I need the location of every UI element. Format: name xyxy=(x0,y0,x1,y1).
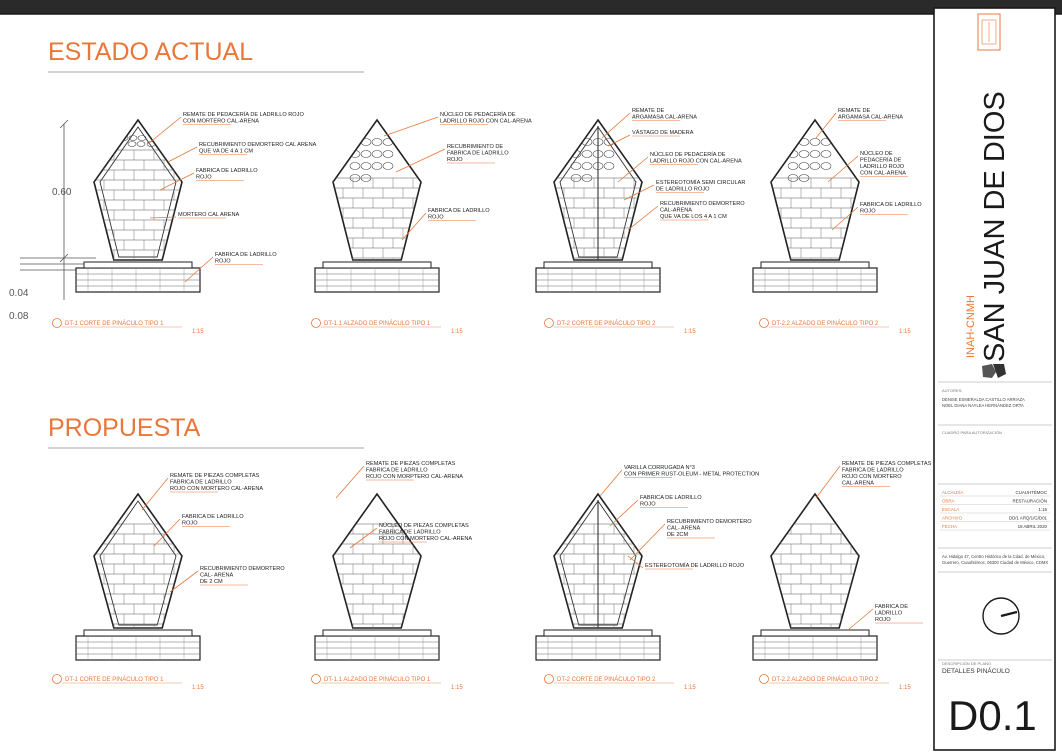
svg-text:RESTAURACIÓN: RESTAURACIÓN xyxy=(1012,498,1047,504)
annotation-text: FABRICA DE LADRILLO xyxy=(366,467,428,474)
drawing-scale: 1:15 xyxy=(192,685,204,691)
annotation-text: CON CAL-ARENA xyxy=(860,170,907,177)
annotation-text: ROJO xyxy=(447,157,463,163)
drawing-scale: 1:15 xyxy=(451,685,463,691)
drawing-scale: 1:15 xyxy=(684,329,696,335)
svg-text:CUAUHTÉMOC: CUAUHTÉMOC xyxy=(1015,490,1047,495)
annotation-text: ARGAMASA CAL-ARENA xyxy=(632,114,697,121)
annotation-text: MORTERO CAL ARENA xyxy=(178,212,240,218)
annotation-text: QUE VA DE LOS 4 A 1 CM xyxy=(660,214,727,220)
author-2: NOEL DIANA NAYLEA HERNÁNDEZ ORTA xyxy=(942,403,1024,408)
svg-text:DT-2.2 ALZADO DE PINÁCULO TIPO: DT-2.2 ALZADO DE PINÁCULO TIPO 2 xyxy=(772,677,879,683)
address-line-2: Guerrero, Cuauhtémoc, 06300 Ciudad de México, CDMX xyxy=(942,560,1049,565)
annotation-text: NÚCLEO DE PEDACERÍA DE xyxy=(650,152,726,158)
annotation-text: ROJO xyxy=(428,214,444,221)
annotation-text: ROJO xyxy=(860,208,876,215)
annotation-text: ROJO xyxy=(640,501,656,508)
annotation-text: REMATE DE PEDACERÍA DE LADRILLO ROJO xyxy=(183,112,304,118)
annotation-text: ROJO xyxy=(196,174,212,181)
dimension-004: 0.04 xyxy=(9,288,29,299)
authorization-label: CUADRO PARA AUTORIZACIÓN xyxy=(942,430,1002,435)
annotation-text: FABRICA DE LADRILLO xyxy=(842,467,904,474)
annotation-text: VARILLA CORRUGADA N°3 xyxy=(624,465,695,471)
authors-label: AUTORES: xyxy=(942,388,963,393)
annotation-text: FABRICA DE LADRILLO xyxy=(860,202,922,208)
annotation-text: RECUBRIMIENTO DEMORTERO xyxy=(200,566,285,572)
annotation-text: NÚCLEO DE xyxy=(860,151,893,157)
annotation-text: CON PRIMER RUST-OLEUM - METAL PROTECTION xyxy=(624,471,760,478)
annotation-text: REMATE DE PIEZAS COMPLETAS xyxy=(366,461,456,467)
annotation-text: LADRILLO ROJO CON CAL-ARENA xyxy=(440,118,532,125)
annotation-text: LADRILLO xyxy=(875,610,903,617)
drawing-name: DETALLES PINÁCULO xyxy=(942,668,1010,675)
drawing-label: DESCRIPCIÓN DE PLANO xyxy=(942,661,992,666)
svg-text:DT-2 CORTE DE PINÁCULO TIPO 2: DT-2 CORTE DE PINÁCULO TIPO 2 xyxy=(557,321,656,327)
annotation-text: RECUBRIMIENTO DE xyxy=(447,144,504,150)
annotation-text: ROJO CON MORPTERO CAL-ARENA xyxy=(366,474,463,480)
annotation-text: CAL- ARENA xyxy=(200,572,234,579)
svg-text:ESCALA: ESCALA xyxy=(942,507,960,512)
annotation-text: CAL- ARENA xyxy=(667,525,701,532)
svg-text:DT-2 CORTE DE PINÁCULO TIPO 2: DT-2 CORTE DE PINÁCULO TIPO 2 xyxy=(557,677,656,683)
annotation-text: ESTEREOTOMÍA DE LADRILLO ROJO xyxy=(645,563,745,569)
annotation-text: REMATE DE xyxy=(632,108,665,114)
annotation-text: RECUBRIMIENTO DEMORTERO xyxy=(660,201,745,207)
annotation-text: FABRICA DE LADRILLO xyxy=(428,208,490,214)
svg-text:1:15: 1:15 xyxy=(1038,507,1047,512)
annotation-text: FABRICA DE LADRILLO xyxy=(379,529,441,536)
annotation-text: PEDACERÍA DE xyxy=(860,157,902,164)
annotation-text: LADRILLO ROJO xyxy=(860,164,905,170)
annotation-text: NÚCLEO DE PEDACERÍA DE xyxy=(440,112,516,118)
annotation-text: FABRICA DE LADRILLO xyxy=(182,514,244,520)
annotation-text: REMATE DE PIEZAS COMPLETAS xyxy=(170,473,260,479)
annotation-text: REMATE DE xyxy=(838,108,871,114)
annotation-text: CON MORTERO CAL-ARENA xyxy=(183,118,260,125)
annotation-text: ARGAMASA CAL-ARENA xyxy=(838,114,903,121)
annotation-text: DE LADRILLO ROJO xyxy=(656,186,710,193)
svg-text:DT-2.2 ALZADO DE PINÁCULO TIPO: DT-2.2 ALZADO DE PINÁCULO TIPO 2 xyxy=(772,321,879,327)
svg-text:DT-1.1 ALZADO DE PINÁCULO TIPO: DT-1.1 ALZADO DE PINÁCULO TIPO 1 xyxy=(324,677,431,683)
svg-text:18 ABRIL 2020: 18 ABRIL 2020 xyxy=(1017,524,1047,529)
svg-text:DD/1 ARQ/1/G/D01: DD/1 ARQ/1/G/D01 xyxy=(1008,515,1047,521)
annotation-text: FABRICA DE LADRILLO xyxy=(170,479,232,486)
annotation-text: FABRICA DE LADRILLO xyxy=(447,150,509,157)
annotation-text: RECUBRIMIENTO DEMORTERO CAL ARENA xyxy=(199,142,317,148)
svg-text:FECHA: FECHA xyxy=(942,524,957,529)
drawing-scale: 1:15 xyxy=(899,685,911,691)
drawing-scale: 1:15 xyxy=(451,329,463,335)
drawing-scale: 1:15 xyxy=(899,329,911,335)
annotation-text: ROJO CON MORTERO CAL-ARENA xyxy=(379,536,473,542)
annotation-text: CAL-ARENA xyxy=(842,480,875,487)
drawing-scale: 1:15 xyxy=(684,685,696,691)
svg-text:DT-1 CORTE DE PINÁCULO TIPO 1: DT-1 CORTE DE PINÁCULO TIPO 1 xyxy=(65,321,164,327)
dimension-060: 0.60 xyxy=(52,187,72,198)
annotation-text: LADRILLO ROJO CON CAL-ARENA xyxy=(650,158,742,165)
annotation-text: ROJO xyxy=(215,258,231,265)
svg-text:ARCHIVO: ARCHIVO xyxy=(942,515,963,521)
project-title: SAN JUAN DE DIOS xyxy=(979,91,1011,362)
annotation-text: ROJO xyxy=(875,617,891,623)
section-title-actual: ESTADO ACTUAL xyxy=(48,38,254,66)
annotation-text: ROJO CON MORTERO xyxy=(842,474,902,480)
sheet-number: D0.1 xyxy=(948,692,1037,739)
svg-text:DT-1.1 ALZADO DE PINÁCULO TIPO: DT-1.1 ALZADO DE PINÁCULO TIPO 1 xyxy=(324,321,431,327)
annotation-text: DE 2CM xyxy=(667,532,689,538)
annotation-text: FABRICA DE xyxy=(875,604,908,610)
annotation-text: FABRICA DE LADRILLO xyxy=(196,168,258,174)
section-title-propuesta: PROPUESTA xyxy=(48,414,201,442)
annotation-text: ROJO CON MORTERO CAL-ARENA xyxy=(170,486,264,492)
annotation-text: NÚCLEO DE PIEZAS COMPLETAS xyxy=(379,523,469,529)
svg-text:OBRA: OBRA xyxy=(942,498,955,504)
annotation-text: ROJO xyxy=(182,520,198,527)
svg-text:DT-1 CORTE DE PINÁCULO TIPO 1: DT-1 CORTE DE PINÁCULO TIPO 1 xyxy=(65,677,164,683)
annotation-text: RECUBRIMIENTO DEMORTERO xyxy=(667,519,752,525)
annotation-text: CAL-ARENA xyxy=(660,207,693,214)
annotation-text: FABRICA DE LADRILLO xyxy=(640,495,702,501)
annotation-text: QUE VA DE 4 A 1 CM xyxy=(199,148,253,155)
annotation-text: REMATE DE PIEZAS COMPLETAS xyxy=(842,461,932,467)
annotation-text: FABRICA DE LADRILLO xyxy=(215,252,277,258)
svg-text:ALCALDÍA: ALCALDÍA xyxy=(942,490,964,495)
annotation-text: VÁSTAGO DE MADERA xyxy=(632,130,694,136)
annotation-text: ESTEREOTOMÍA SEMI CIRCULAR xyxy=(656,180,746,186)
logo-text: INAH-CNMH xyxy=(965,295,977,358)
drawing-scale: 1:15 xyxy=(192,329,204,335)
annotation-text: DE 2 CM xyxy=(200,579,223,585)
address-line-1: Av. Hidalgo 47, Centro Histórico de la Cdad. de México, xyxy=(942,554,1046,559)
author-1: DENISE ESMERALDA CASTILLO ARRIAZA xyxy=(942,397,1025,402)
dimension-008: 0.08 xyxy=(9,311,29,322)
